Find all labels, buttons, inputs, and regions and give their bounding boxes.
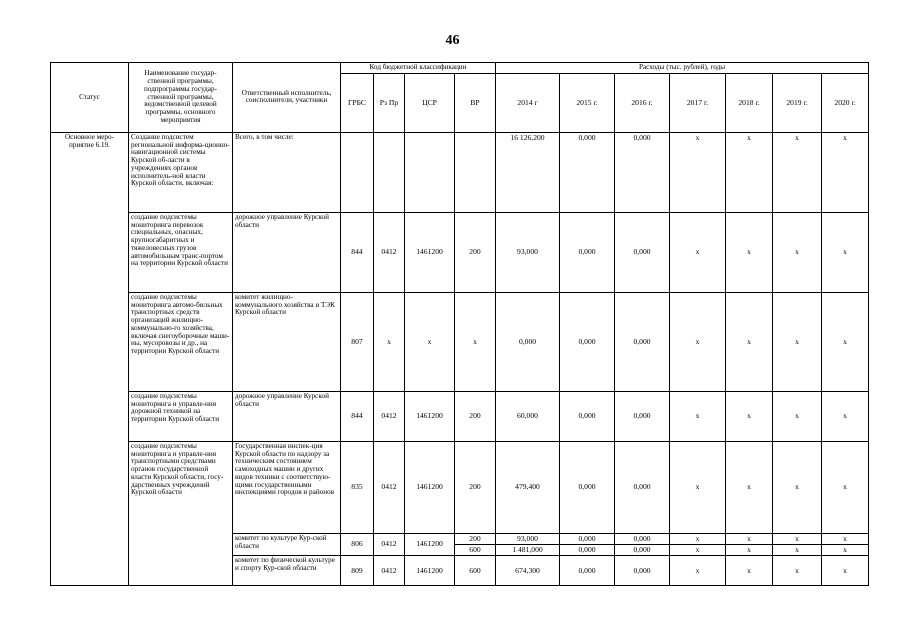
- y2018-cell: x: [726, 132, 773, 212]
- y2014-cell: 93,000: [496, 212, 560, 292]
- budget-table: [50, 62, 869, 586]
- name-cell: Создание подсистем региональной информа-ционно-навигационной системы Курской об-ласти в учреждениях органов исполнитель-ной власти Курской области, включая:: [129, 132, 233, 212]
- y2015-cell: 0,000: [560, 544, 615, 555]
- y2019-cell: x: [773, 292, 822, 391]
- rzpr-header: Рз Пр: [374, 73, 405, 132]
- vr-cell: 200: [455, 441, 496, 533]
- grbs-cell: 809: [341, 556, 374, 586]
- vr-cell: [455, 132, 496, 212]
- y2017-cell: x: [670, 132, 726, 212]
- table-row: [51, 132, 869, 212]
- y2016-cell: 0,000: [615, 292, 670, 391]
- y2014-cell: 60,000: [496, 391, 560, 441]
- y2018-cell: x: [726, 544, 773, 555]
- y2016-cell: 0,000: [615, 132, 670, 212]
- csr-cell: 1461200: [405, 533, 455, 555]
- y2016-cell: 0,000: [615, 556, 670, 586]
- y2016-cell: 0,000: [615, 533, 670, 544]
- y2018-cell: x: [726, 212, 773, 292]
- responsible-cell: дорожное управление Курской области: [233, 212, 341, 292]
- rzpr-cell: x: [374, 292, 405, 391]
- csr-cell: 1461200: [405, 556, 455, 586]
- page-number: 46: [445, 33, 460, 48]
- responsible-header: Ответственный исполнитель, соисполнители, участники: [233, 63, 341, 133]
- y2020-cell: x: [822, 544, 869, 555]
- vr-cell: 200: [455, 533, 496, 544]
- table-row: [51, 292, 869, 391]
- vr-cell: 200: [455, 212, 496, 292]
- y2017-cell: x: [670, 556, 726, 586]
- grbs-cell: 844: [341, 391, 374, 441]
- y2020-cell: x: [822, 391, 869, 441]
- name-cell: создание подсистемы мониторинга и управле-ния транспортными средствами органов государственной власти Курской области, госу-дарственных учреждений Курской области: [129, 441, 233, 585]
- y2014-cell: 479,400: [496, 441, 560, 533]
- y2018-cell: x: [726, 292, 773, 391]
- y2016-cell: 0,000: [615, 441, 670, 533]
- y2014-cell: 674,300: [496, 556, 560, 586]
- y2018-cell: x: [726, 391, 773, 441]
- y2017-cell: x: [670, 533, 726, 544]
- status-cell: Основное меро-приятие 6.19.: [51, 132, 129, 585]
- grbs-cell: [341, 132, 374, 212]
- grbs-cell: 835: [341, 441, 374, 533]
- y2015-cell: 0,000: [560, 292, 615, 391]
- responsible-cell: комитет по физической культуре и спорту Кур-ской области: [233, 556, 341, 586]
- csr-cell: 1461200: [405, 212, 455, 292]
- vr-cell: 600: [455, 556, 496, 586]
- rzpr-cell: 0412: [374, 441, 405, 533]
- year-2018-header: 2018 г.: [726, 73, 773, 132]
- rzpr-cell: 0412: [374, 391, 405, 441]
- table-row: [51, 212, 869, 292]
- y2020-cell: x: [822, 556, 869, 586]
- y2016-cell: 0,000: [615, 212, 670, 292]
- y2016-cell: 0,000: [615, 391, 670, 441]
- responsible-cell: комитет жилищно-коммунального хозяйства и ТЭК Курской области: [233, 292, 341, 391]
- year-2017-header: 2017 г.: [670, 73, 726, 132]
- name-cell: создание подсистемы мониторинга и управле-ния дорожной техникой на территории Курской области: [129, 391, 233, 441]
- responsible-cell: дорожное управление Курской области: [233, 391, 341, 441]
- name-cell: создание подсистемы мониторинга автомо-бильных транспортных средств организаций жилищно-коммунально-го хозяйства, включая снегоуборочные маши-ны, мусоровозы и др., на территории Курской области: [129, 292, 233, 391]
- y2014-cell: 1 481,000: [496, 544, 560, 555]
- table-row: [51, 441, 869, 533]
- vr-header: ВР: [455, 73, 496, 132]
- y2019-cell: x: [773, 533, 822, 544]
- y2017-cell: x: [670, 544, 726, 555]
- name-cell: создание подсистемы мониторинга перевозок специальных, опасных, крупногабаритных и тяжеловесных грузов автомобильным транс-портом на территории Курской области: [129, 212, 233, 292]
- y2019-cell: x: [773, 391, 822, 441]
- y2018-cell: x: [726, 556, 773, 586]
- csr-cell: [405, 132, 455, 212]
- y2017-cell: x: [670, 441, 726, 533]
- y2014-cell: 93,000: [496, 533, 560, 544]
- rzpr-cell: 0412: [374, 533, 405, 555]
- csr-cell: x: [405, 292, 455, 391]
- y2020-cell: x: [822, 132, 869, 212]
- csr-header: ЦСР: [405, 73, 455, 132]
- y2017-cell: x: [670, 292, 726, 391]
- table-row: [51, 391, 869, 441]
- y2020-cell: x: [822, 212, 869, 292]
- y2014-cell: 16 126,200: [496, 132, 560, 212]
- y2019-cell: x: [773, 132, 822, 212]
- y2017-cell: x: [670, 212, 726, 292]
- year-2016-header: 2016 г.: [615, 73, 670, 132]
- grbs-cell: 807: [341, 292, 374, 391]
- responsible-cell: комитет по культуре Кур-ской области: [233, 533, 341, 555]
- csr-cell: 1461200: [405, 441, 455, 533]
- grbs-cell: 806: [341, 533, 374, 555]
- y2018-cell: x: [726, 441, 773, 533]
- y2018-cell: x: [726, 533, 773, 544]
- year-2015-header: 2015 г.: [560, 73, 615, 132]
- y2016-cell: 0,000: [615, 544, 670, 555]
- responsible-cell: Государственная инспек-ция Курской области по надзору за техническим состоянием самоходных машин и других видов техники с соответствую-щими государственными инспекциями городов и районов: [233, 441, 341, 533]
- year-2020-header: 2020 г.: [822, 73, 869, 132]
- y2015-cell: 0,000: [560, 533, 615, 544]
- year-2014-header: 2014 г: [496, 73, 560, 132]
- grbs-cell: 844: [341, 212, 374, 292]
- y2019-cell: x: [773, 441, 822, 533]
- rzpr-cell: 0412: [374, 212, 405, 292]
- y2014-cell: 0,000: [496, 292, 560, 391]
- y2019-cell: x: [773, 544, 822, 555]
- name-header: Наименование государ-ственной программы, подпрограммы государ-ственной программы, ведомственной целевой программы, основного мероприятия: [129, 63, 233, 133]
- vr-cell: 200: [455, 391, 496, 441]
- rzpr-cell: 0412: [374, 556, 405, 586]
- vr-cell: 600: [455, 544, 496, 555]
- rzpr-cell: [374, 132, 405, 212]
- y2019-cell: x: [773, 212, 822, 292]
- responsible-cell: Всего, в том числе:: [233, 132, 341, 212]
- y2015-cell: 0,000: [560, 556, 615, 586]
- y2015-cell: 0,000: [560, 391, 615, 441]
- budget-code-header: Код бюджетной классификации: [341, 63, 496, 74]
- y2019-cell: x: [773, 556, 822, 586]
- y2015-cell: 0,000: [560, 441, 615, 533]
- y2020-cell: x: [822, 533, 869, 544]
- vr-cell: x: [455, 292, 496, 391]
- y2015-cell: 0,000: [560, 212, 615, 292]
- header-row: [51, 63, 869, 74]
- y2020-cell: x: [822, 292, 869, 391]
- y2015-cell: 0,000: [560, 132, 615, 212]
- y2020-cell: x: [822, 441, 869, 533]
- year-2019-header: 2019 г.: [773, 73, 822, 132]
- csr-cell: 1461200: [405, 391, 455, 441]
- grbs-header: ГРБС: [341, 73, 374, 132]
- y2017-cell: x: [670, 391, 726, 441]
- status-header: Статус: [51, 63, 129, 133]
- expenses-header: Расходы (тыс. рублей), годы: [496, 63, 869, 74]
